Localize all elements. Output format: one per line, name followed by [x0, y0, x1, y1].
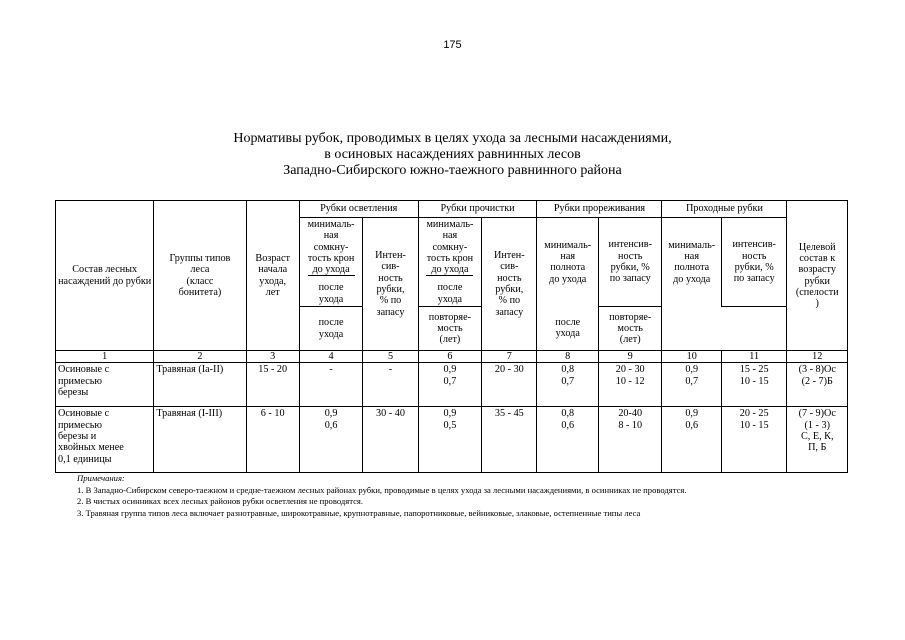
header-forest-group-line: (класс	[186, 275, 214, 287]
header-osv-min-before-line: тость крон	[307, 252, 355, 264]
header-proch-min-before-line: ная	[442, 230, 458, 242]
header-prohod-repeat-line: (лет)	[619, 334, 641, 346]
row2-composition-line: примесью	[58, 419, 102, 431]
header-start-age-line: лет	[265, 286, 280, 298]
header-prohod-min-density-line: ная	[684, 250, 700, 262]
row2-c12-line: (1 - 3)	[804, 419, 830, 431]
row1-c8-line: 0,8	[561, 364, 575, 376]
header-proch-min-before-line: до ухода	[431, 264, 469, 276]
table-row	[56, 407, 848, 473]
header-proch-min-before	[426, 219, 473, 276]
note-item-3: 3. Травяная группа типов леса включает разнотравные, широкотравные, крупнотравные, папоротниковые, вейниковые, злаковые, остепненные типы леса	[77, 507, 641, 518]
header-prorezh-min-density-line: полнота	[550, 262, 586, 274]
row2-composition-line: хвойных менее	[58, 442, 124, 454]
row2-c10	[662, 407, 721, 473]
row2-c4-line: 0,9	[324, 408, 338, 420]
header-prohod-min-after-line: ухода	[555, 328, 580, 340]
header-proch-min-before-line: тость крон	[426, 252, 474, 264]
row2-age: 6 - 10	[246, 407, 299, 473]
header-target-composition-line: рубки	[804, 275, 830, 287]
header-prohod-intensity-line: рубки, %	[734, 262, 774, 274]
header-proch-min-after-line: ухода	[437, 293, 463, 305]
row1-c11-line: 15 - 25	[739, 364, 769, 376]
table-row	[56, 363, 848, 407]
header-proch-intensity-line: % по	[498, 295, 521, 307]
row1-c10	[662, 363, 721, 407]
header-proch-min-before-line: сомкну-	[432, 241, 468, 253]
row2-forest-group: Травяная (I-III)	[154, 407, 246, 473]
header-prohod-intensity-line: по запасу	[733, 273, 775, 285]
header-proch-intensity-line: запасу	[495, 306, 524, 318]
header-osv-intensity-line: Интен-	[375, 250, 406, 262]
header-proch-min-after-line: после	[437, 282, 463, 294]
column-number: 10	[662, 351, 721, 363]
page-number: 175	[443, 39, 462, 51]
header-osv-min-after	[302, 282, 361, 305]
header-osv-intensity-line: сив-	[381, 261, 400, 273]
row1-age: 15 - 20	[246, 363, 299, 407]
title-line-3: Западно-Сибирского южно-таежного равнинного района	[283, 163, 622, 178]
notes-section	[77, 473, 867, 519]
header-osv-intensity-line: % по	[379, 295, 402, 307]
header-osv-min-after-line: после	[318, 282, 344, 294]
row1-c11	[721, 363, 787, 407]
header-proch-intensity	[482, 218, 537, 351]
row1-c4-line: -	[329, 364, 333, 376]
row1-c6-line: 0,9	[443, 364, 457, 376]
header-target-composition-line: состав к	[799, 252, 836, 264]
column-number: 8	[537, 351, 598, 363]
header-prohod-min-after	[537, 307, 598, 351]
header-osv-min-after-line: ухода	[318, 293, 344, 305]
row1-c6-line: 0,7	[443, 375, 457, 387]
header-prorezh-intensity-line: рубки, %	[610, 262, 650, 274]
row1-c6	[418, 363, 482, 407]
header-prorezh-repeat-line: мость	[437, 322, 463, 334]
header-osv-intensity	[363, 218, 418, 351]
header-proch-min-before-line: минималь-	[426, 219, 474, 230]
header-forest-group-line: леса	[190, 264, 210, 276]
row2-composition-line: 0,1 единицы	[58, 453, 112, 465]
header-prohod-min-after-line: после	[555, 317, 581, 329]
row1-c9-line: 20 - 30	[615, 364, 645, 376]
row2-c7	[482, 407, 537, 473]
header-prohod-min-density-line: минималь-	[668, 239, 716, 251]
header-osv-min-before	[308, 219, 355, 276]
header-prohod-intensity	[721, 218, 787, 307]
row2-c7-line: 35 - 45	[494, 408, 524, 420]
row2-c11-line: 20 - 25	[739, 408, 769, 420]
column-number: 9	[598, 351, 662, 363]
title-line-1: Нормативы рубок, проводимых в целях ухода за лесными насаждениями,	[233, 131, 672, 146]
header-proch-intensity-line: рубки,	[495, 284, 524, 296]
header-osv-intensity-line: запасу	[376, 306, 405, 318]
header-start-age-line: Возраст	[255, 252, 290, 264]
header-forest-group-line: Группы типов	[169, 252, 231, 264]
header-proch-intensity-line: ность	[497, 272, 522, 284]
header-group-osvetlenie: Рубки осветления	[299, 201, 418, 218]
header-prohod-min-density	[662, 218, 721, 307]
row1-c9	[598, 363, 662, 407]
row2-c8-line: 0,6	[561, 419, 575, 431]
row1-composition-line: примесью	[58, 375, 102, 387]
header-prorezh-min-density-line: минималь-	[544, 239, 592, 251]
row2-c11-line: 10 - 15	[739, 419, 769, 431]
header-prorezh-intensity-line: ность	[618, 250, 643, 262]
note-item-2: 2. В чистых осинниках всех лесных районов рубки осветления не проводятся.	[77, 496, 363, 506]
row1-composition	[56, 363, 154, 407]
column-number: 11	[721, 351, 787, 363]
header-prohod-min-density-line: полнота	[674, 262, 710, 274]
row1-c7	[482, 363, 537, 407]
header-forest-group	[154, 201, 246, 351]
row1-c5-line: -	[388, 364, 393, 376]
notes-heading: Примечания:	[77, 473, 125, 483]
row2-c4-line: 0,6	[324, 419, 338, 431]
header-prohod-intensity-line: интенсив-	[732, 239, 776, 251]
row2-c9-line: 20-40	[618, 408, 643, 420]
header-prohod-repeat-line: мость	[617, 322, 643, 334]
row1-c5	[363, 363, 418, 407]
header-prorezh-repeat	[418, 307, 482, 351]
header-osv-min-density	[299, 218, 363, 307]
header-prohod-intensity-line: ность	[741, 250, 767, 262]
row1-c8	[537, 363, 598, 407]
header-prorezh-min-density	[537, 218, 598, 307]
row2-c12-line: П, Б	[808, 442, 827, 454]
row1-composition-line: Осиновые с	[58, 364, 110, 376]
row2-c6-line: 0,9	[443, 408, 457, 420]
header-prorezh-min-after	[299, 307, 363, 351]
header-start-age-line: ухода,	[259, 275, 287, 287]
row1-c9-line: 10 - 12	[615, 375, 645, 387]
row1-c7-line: 20 - 30	[494, 364, 524, 376]
row1-c11-line: 10 - 15	[739, 375, 769, 387]
column-number: 2	[154, 351, 246, 363]
column-number: 12	[787, 351, 848, 363]
column-number: 1	[56, 351, 154, 363]
header-prorezh-repeat-line: (лет)	[439, 334, 461, 346]
header-group-prohodnye: Проходные рубки	[662, 201, 787, 218]
row1-c12	[787, 363, 848, 407]
header-prorezh-intensity	[598, 218, 662, 307]
row2-c11	[721, 407, 787, 473]
header-target-composition-line: )	[815, 298, 819, 310]
row1-c4	[299, 363, 363, 407]
header-proch-intensity-line: сив-	[500, 261, 519, 273]
column-number: 6	[418, 351, 482, 363]
row1-c12-line: (3 - 8)Ос	[798, 364, 836, 376]
row2-c10-line: 0,6	[685, 419, 699, 431]
column-number: 3	[246, 351, 299, 363]
header-osv-min-before-line: ная	[323, 230, 339, 242]
header-start-age	[246, 201, 299, 351]
header-composition: Состав лесных насаждений до рубки	[56, 201, 154, 351]
document-title	[0, 131, 905, 179]
header-prorezh-min-after-line: ухода	[318, 328, 344, 340]
row2-c12-line: С, Е, К,	[800, 430, 834, 442]
row2-c12	[787, 407, 848, 473]
row2-c8-line: 0,8	[561, 408, 575, 420]
header-forest-group-line: бонитета)	[178, 286, 222, 298]
header-prorezh-repeat-line: повторяе-	[428, 311, 472, 323]
row1-c12-line: (2 - 7)Б	[801, 375, 833, 387]
row2-c4	[299, 407, 363, 473]
column-number: 7	[482, 351, 537, 363]
row2-c6-line: 0,5	[443, 419, 457, 431]
header-target-composition-line: Целевой	[798, 241, 836, 253]
header-prohod-repeat-line: повторяе-	[609, 311, 652, 323]
row2-composition-line: Осиновые с	[58, 408, 110, 420]
header-proch-intensity-line: Интен-	[494, 250, 525, 262]
header-target-composition-line: возрасту	[798, 264, 836, 276]
header-osv-min-before-line: до ухода	[312, 264, 350, 276]
header-prorezh-intensity-line: интенсив-	[608, 239, 652, 251]
header-prorezh-min-density-line: до ухода	[549, 273, 587, 285]
column-numbers-row	[56, 351, 848, 363]
header-proch-min-after	[421, 282, 480, 305]
header-prorezh-intensity-line: по запасу	[609, 273, 651, 285]
header-osv-intensity-line: ность	[378, 272, 403, 284]
column-number: 4	[299, 351, 363, 363]
header-prorezh-min-density-line: ная	[560, 250, 576, 262]
header-target-composition-line: (спелости	[795, 286, 839, 298]
row2-c8	[537, 407, 598, 473]
header-target-composition	[787, 201, 848, 351]
row2-c9	[598, 407, 662, 473]
row1-forest-group: Травяная (Ia-II)	[154, 363, 246, 407]
header-group-prochistka: Рубки прочистки	[418, 201, 537, 218]
header-osv-min-before-line: сомкну-	[313, 241, 349, 253]
row2-composition	[56, 407, 154, 473]
row2-c12-line: (7 - 9)Ос	[798, 408, 836, 420]
row2-c9-line: 8 - 10	[618, 419, 643, 431]
row2-c10-line: 0,9	[685, 408, 699, 420]
header-prohod-min-density-line: до ухода	[673, 273, 711, 285]
header-prorezh-min-after-line: после	[318, 317, 344, 329]
row1-composition-line: березы	[58, 386, 89, 398]
column-number: 5	[363, 351, 418, 363]
row1-c8-line: 0,7	[561, 375, 575, 387]
row2-c5	[363, 407, 418, 473]
norms-table	[55, 200, 848, 473]
title-line-2: в осиновых насаждениях равнинных лесов	[324, 147, 581, 162]
row1-c10-line: 0,9	[685, 364, 699, 376]
header-group-prorezhivanie: Рубки прореживания	[537, 201, 662, 218]
row2-c5-line: 30 - 40	[376, 408, 405, 420]
header-prohod-repeat	[598, 307, 662, 351]
note-item-1: 1. В Западно-Сибирском северо-таежном и средне-таежном лесных районах рубки, проводимые в целях ухода за лесными насаждениями, в осинниках не проводятся.	[77, 484, 687, 495]
header-start-age-line: начала	[258, 264, 288, 276]
row2-c6	[418, 407, 482, 473]
header-osv-intensity-line: рубки,	[376, 284, 405, 296]
row2-composition-line: березы и	[58, 430, 97, 442]
row1-c10-line: 0,7	[685, 375, 699, 387]
header-proch-min-density	[418, 218, 482, 307]
header-osv-min-before-line: минималь-	[307, 219, 355, 230]
